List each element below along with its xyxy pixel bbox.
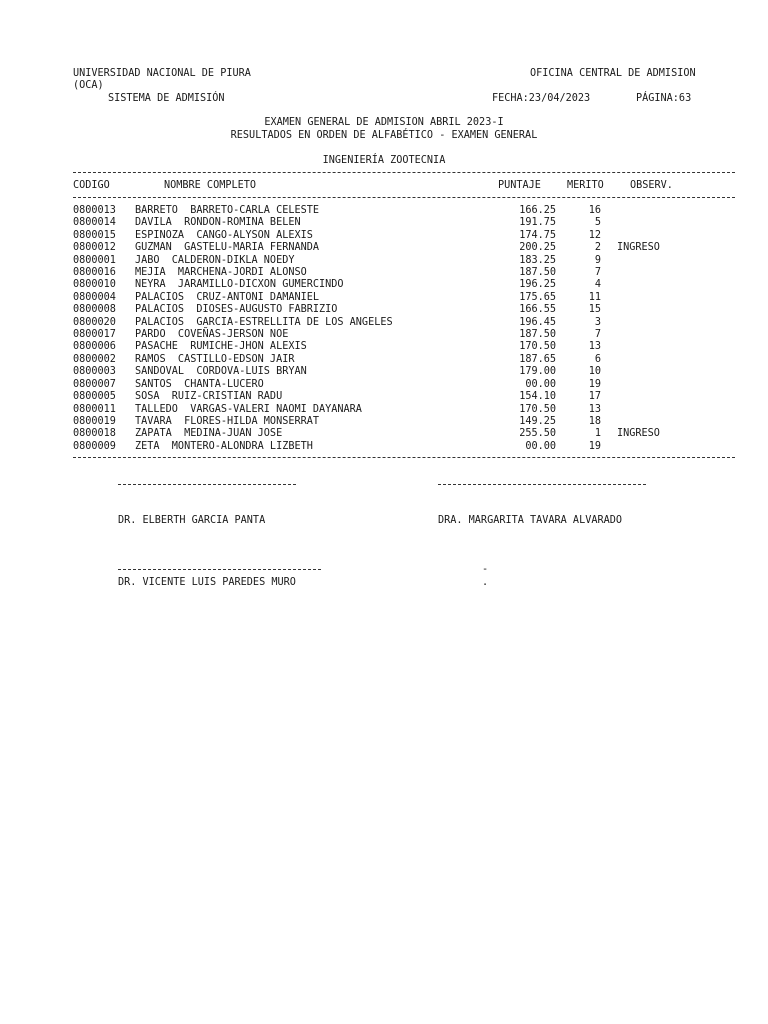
row-code: 0800008 [73, 304, 116, 316]
row-code: 0800006 [73, 341, 116, 353]
row-code: 0800016 [73, 267, 116, 279]
row-name: PALACIOS DIOSES-AUGUSTO FABRIZIO [135, 304, 338, 316]
results-table [73, 205, 707, 453]
row-obs [601, 354, 707, 366]
exam-title: EXAMEN GENERAL DE ADMISION ABRIL 2023-I [264, 117, 504, 128]
row-name: ZETA MONTERO-ALONDRA LIZBETH [135, 440, 313, 452]
table-row [73, 304, 707, 316]
row-score: 196.45 [519, 316, 556, 328]
row-score: 154.10 [519, 391, 556, 403]
col-score: PUNTAJE [498, 180, 541, 191]
table-row [73, 441, 707, 453]
row-merit: 6 [594, 353, 601, 365]
row-merit: 5 [594, 217, 601, 229]
row-name: SANTOS CHANTA-LUCERO [135, 378, 264, 390]
row-obs [601, 404, 707, 416]
table-row [73, 279, 707, 291]
table-row [73, 217, 707, 229]
row-merit: 4 [594, 279, 601, 291]
table-row [73, 416, 707, 428]
row-obs [601, 379, 707, 391]
row-name: BARRETO BARRETO-CARLA CELESTE [135, 205, 320, 216]
row-score: 183.25 [519, 254, 556, 266]
row-merit: 12 [588, 229, 601, 241]
table-row [73, 341, 707, 353]
table-row [73, 379, 707, 391]
row-obs [601, 230, 707, 242]
signature-name: DR. VICENTE LUIS PAREDES MURO [118, 577, 296, 588]
row-merit: 15 [588, 304, 601, 316]
row-code: 0800007 [73, 378, 116, 390]
row-name: PASACHE RUMICHE-JHON ALEXIS [135, 341, 307, 353]
row-obs: INGRESO [617, 242, 660, 254]
table-row [73, 329, 707, 341]
table-row [73, 354, 707, 366]
row-obs [601, 279, 707, 291]
row-score: 175.65 [519, 291, 556, 303]
row-score: 166.25 [519, 205, 556, 216]
table-row [73, 404, 707, 416]
row-obs [601, 416, 707, 428]
row-score: 170.50 [519, 403, 556, 415]
table-row [73, 242, 707, 254]
row-name: GUZMAN GASTELU-MARIA FERNANDA [135, 242, 320, 254]
row-obs [601, 217, 707, 229]
table-row [73, 230, 707, 242]
row-merit: 1 [594, 428, 601, 440]
row-name: MEJIA MARCHENA-JORDI ALONSO [135, 267, 307, 279]
row-code: 0800010 [73, 279, 116, 291]
row-score: 187.65 [519, 353, 556, 365]
row-merit: 10 [588, 366, 601, 378]
row-obs [601, 267, 707, 279]
table-row [73, 267, 707, 279]
row-name: TAVARA FLORES-HILDA MONSERRAT [135, 415, 320, 427]
row-code: 0800015 [73, 229, 116, 241]
program-title: INGENIERÍA ZOOTECNIA [322, 155, 446, 166]
signature-name: DR. ELBERTH GARCIA PANTA [118, 515, 266, 526]
row-code: 0800020 [73, 316, 116, 328]
row-score: 255.50 [519, 428, 556, 440]
row-merit: 13 [588, 403, 601, 415]
office-abbr: (OCA) [73, 80, 104, 91]
row-code: 0800017 [73, 329, 116, 341]
table-row [73, 366, 707, 378]
office-name: OFICINA CENTRAL DE ADMISION [530, 68, 696, 79]
row-merit: 9 [594, 254, 601, 266]
row-name: JABO CALDERON-DIKLA NOEDY [135, 254, 295, 266]
university-name: UNIVERSIDAD NACIONAL DE PIURA [73, 68, 251, 79]
column-header [0, 180, 768, 193]
table-row [73, 317, 707, 329]
row-merit: 3 [594, 316, 601, 328]
col-merit: MERITO [567, 180, 604, 191]
row-score: 179.00 [519, 366, 556, 378]
row-obs [601, 292, 707, 304]
col-name: NOMBRE COMPLETO [164, 180, 257, 191]
row-name: DAVILA RONDON-ROMINA BELEN [135, 217, 301, 229]
row-score: 200.25 [519, 242, 556, 254]
row-merit: 13 [588, 341, 601, 353]
signature-name: DRA. MARGARITA TAVARA ALVARADO [438, 515, 623, 526]
bottom-rule [73, 457, 735, 458]
row-code: 0800019 [73, 415, 116, 427]
row-merit: 2 [594, 242, 601, 254]
row-name: ESPINOZA CANGO-ALYSON ALEXIS [135, 229, 313, 241]
row-name: ZAPATA MEDINA-JUAN JOSE [135, 428, 283, 440]
row-obs [601, 329, 707, 341]
row-score: 00.00 [525, 378, 556, 390]
row-score: 166.55 [519, 304, 556, 316]
table-row [73, 205, 707, 217]
col-code: CODIGO [73, 180, 110, 191]
table-row [73, 428, 707, 440]
row-name: RAMOS CASTILLO-EDSON JAIR [135, 353, 295, 365]
row-obs [601, 441, 707, 453]
table-row [73, 255, 707, 267]
row-merit: 11 [588, 291, 601, 303]
top-rule [73, 172, 735, 173]
row-score: 196.25 [519, 279, 556, 291]
row-code: 0800005 [73, 391, 116, 403]
row-obs [601, 391, 707, 403]
signature-line [438, 484, 646, 485]
signature-line [118, 484, 296, 485]
row-code: 0800012 [73, 242, 116, 254]
row-merit: 17 [588, 391, 601, 403]
row-score: 149.25 [519, 415, 556, 427]
row-name: TALLEDO VARGAS-VALERI NAOMI DAYANARA [135, 403, 362, 415]
row-name: PARDO COVEÑAS-JERSON NOE [135, 329, 289, 341]
row-score: 00.00 [525, 440, 556, 452]
row-merit: 19 [588, 440, 601, 452]
row-obs [601, 341, 707, 353]
row-code: 0800002 [73, 353, 116, 365]
row-name: PALACIOS GARCIA-ESTRELLITA DE LOS ANGELES [135, 316, 393, 328]
row-score: 170.50 [519, 341, 556, 353]
row-code: 0800003 [73, 366, 116, 378]
col-obs: OBSERV. [630, 180, 673, 191]
header-rule [73, 197, 735, 198]
row-obs [601, 205, 707, 217]
row-score: 191.75 [519, 217, 556, 229]
signature-line [118, 569, 321, 570]
row-code: 0800014 [73, 217, 116, 229]
page-number: PÁGINA:63 [636, 93, 692, 104]
row-obs [601, 255, 707, 267]
system-name: SISTEMA DE ADMISIÓN [108, 93, 225, 104]
results-title: RESULTADOS EN ORDEN DE ALFABÉTICO - EXAMEN GENERAL [230, 130, 538, 141]
row-merit: 7 [594, 329, 601, 341]
row-merit: 18 [588, 415, 601, 427]
row-code: 0800009 [73, 440, 116, 452]
row-name: PALACIOS CRUZ-ANTONI DAMANIEL [135, 291, 320, 303]
row-name: NEYRA JARAMILLO-DICXON GUMERCINDO [135, 279, 344, 291]
table-row [73, 292, 707, 304]
row-score: 187.50 [519, 329, 556, 341]
row-merit: 19 [588, 378, 601, 390]
row-name: SOSA RUIZ-CRISTIAN RADU [135, 391, 283, 403]
row-merit: 7 [594, 267, 601, 279]
row-code: 0800018 [73, 428, 116, 440]
row-name: SANDOVAL CORDOVA-LUIS BRYAN [135, 366, 307, 378]
row-obs: INGRESO [617, 428, 660, 440]
row-code: 0800011 [73, 403, 116, 415]
row-obs [601, 304, 707, 316]
row-obs [601, 366, 707, 378]
row-code: 0800001 [73, 254, 116, 266]
table-row [73, 391, 707, 403]
row-score: 187.50 [519, 267, 556, 279]
signature-dot: . [482, 577, 489, 588]
row-merit: 16 [588, 205, 601, 216]
row-code: 0800004 [73, 291, 116, 303]
row-code: 0800013 [73, 205, 116, 216]
row-obs [601, 317, 707, 329]
report-date: FECHA:23/04/2023 [492, 93, 591, 104]
row-score: 174.75 [519, 229, 556, 241]
signature-dash: - [482, 564, 489, 575]
